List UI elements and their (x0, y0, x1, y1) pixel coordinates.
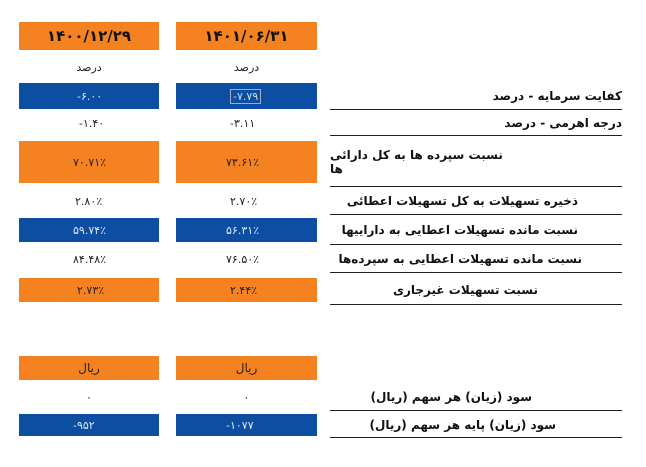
table-row-cell: -۱۰۷۷ (176, 414, 317, 436)
table-row-cell (176, 83, 317, 109)
row-label: نسبت مانده تسهیلات اعطایی به داراییها (341, 223, 578, 237)
row-label: کفایت سرمایه - درصد (492, 89, 622, 103)
row-divider (330, 244, 622, 245)
row-label: ذخیره تسهیلات به کل تسهیلات اعطائی (346, 194, 578, 208)
row-label: سود (زیان) هر سهم (ریال) (370, 390, 532, 404)
table-row-cell: -۳.۱۱ (230, 116, 256, 130)
table-row-cell: ۲.۸۰٪ (75, 194, 103, 208)
table-row-cell: ۷۳.۶۱٪ (176, 141, 317, 183)
table-row-cell: -۱.۴۰ (79, 116, 105, 130)
table-row-cell: ۲.۴۴٪ (176, 278, 317, 302)
table-row-cell: ۲.۷۰٪ (230, 194, 258, 208)
row-divider (330, 410, 622, 411)
row-label: نسبت سپرده ها به کل دارائی ها (330, 148, 503, 176)
table-row-cell: -۹۵۲ (19, 414, 159, 436)
table-row-cell: ۰ (86, 390, 92, 404)
row-divider (330, 135, 622, 136)
row-label: نسبت مانده تسهیلات اعطایی به سپرده‌ها (338, 252, 582, 266)
table-row-cell: ۸۴.۴۸٪ (73, 252, 107, 266)
row-divider (330, 214, 622, 215)
table-row-cell: -۶.۰۰ (19, 83, 159, 109)
table-row-cell: ۵۶.۳۱٪ (176, 218, 317, 242)
header-date-2: ۱۴۰۱/۰۶/۳۱ (176, 22, 317, 50)
row-divider (330, 109, 622, 110)
unit-header: ریال (176, 356, 317, 380)
unit-label: درصد (76, 60, 102, 74)
table-row-cell: ۰ (243, 390, 250, 404)
header-date-1: ۱۴۰۰/۱۲/۲۹ (19, 22, 159, 50)
table-row-cell: ۷۶.۵۰٪ (226, 252, 260, 266)
row-divider (330, 186, 622, 187)
unit-label: درصد (233, 60, 260, 74)
selected-value: -۷.۷۹ (230, 89, 261, 104)
row-divider (330, 272, 622, 273)
table-row-cell: ۲.۷۳٪ (19, 278, 159, 302)
table-row-cell: ۵۹.۷۴٪ (19, 218, 159, 242)
row-divider (330, 437, 622, 438)
row-label: سود (زیان) پایه هر سهم (ریال) (369, 418, 556, 432)
row-divider (330, 304, 622, 305)
table-row-cell: ۷۰.۷۱٪ (19, 141, 159, 183)
unit-header: ریال (19, 356, 159, 380)
row-label: درجه اهرمی - درصد (504, 116, 622, 130)
row-label: نسبت تسهیلات غیرجاری (392, 283, 538, 297)
